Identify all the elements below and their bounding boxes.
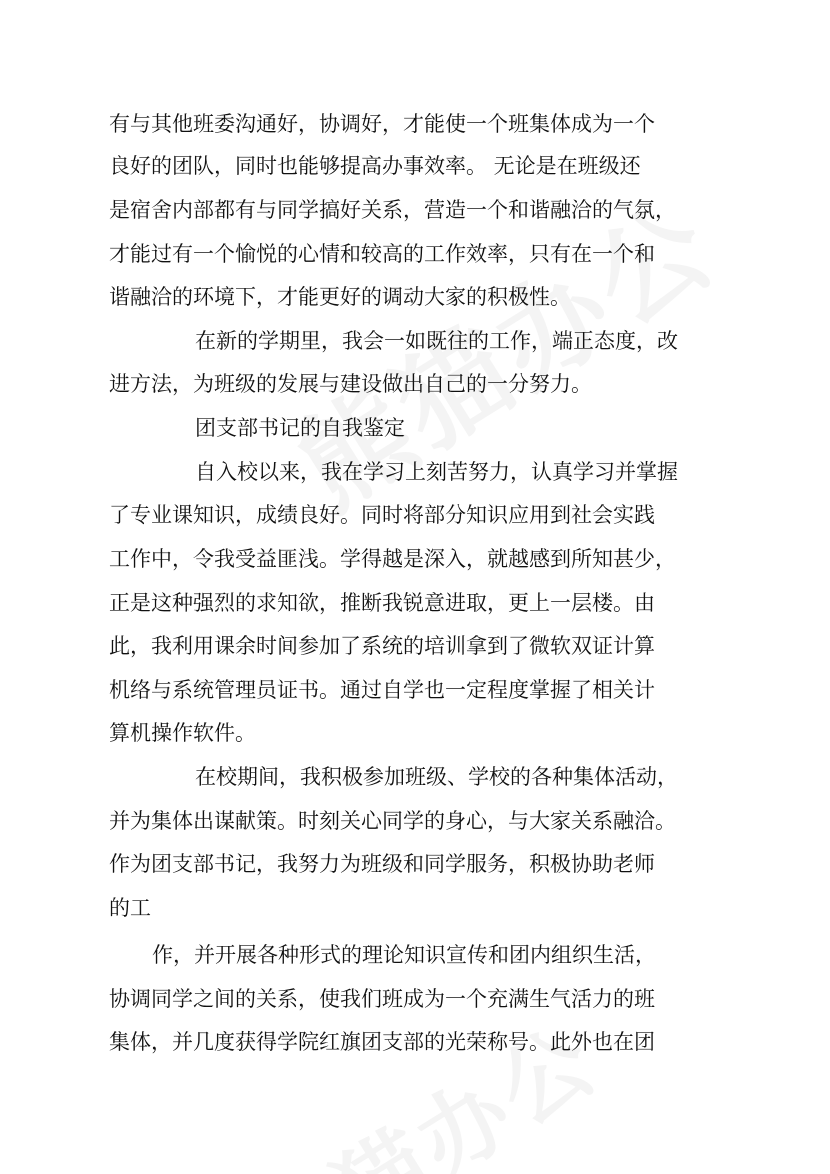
text-line bbox=[0, 626, 830, 666]
text-line-content: 谐融洽的环境下，才能更好的调动大家的积极性。 bbox=[109, 285, 571, 309]
text-line-content: 正是这种强烈的求知欲，推断我锐意进取，更上一层楼。由 bbox=[109, 591, 655, 615]
text-line bbox=[0, 190, 830, 230]
text-line-content: 良好的团队，同时也能够提高办事效率。 无论是在班级还 bbox=[109, 154, 641, 178]
text-line-content: 此，我利用课余时间参加了系统的培训拿到了微软双证计算 bbox=[109, 634, 655, 658]
text-line-content: 的工 bbox=[109, 896, 151, 920]
text-line-content: 并为集体出谋献策。时刻关心同学的身心，与大家关系融洽。 bbox=[109, 809, 676, 833]
text-line bbox=[0, 844, 830, 884]
text-line bbox=[0, 321, 830, 361]
text-line-content: 在校期间，我积极参加班级、学校的各种集体活动， bbox=[195, 765, 678, 789]
text-line bbox=[0, 801, 830, 841]
text-line bbox=[0, 1022, 830, 1062]
text-line-content: 集体，并几度获得学院红旗团支部的光荣称号。此外也在团 bbox=[109, 1030, 655, 1054]
text-line bbox=[0, 104, 830, 144]
text-line-content: 协调同学之间的关系，使我们班成为一个充满生气活力的班 bbox=[109, 987, 655, 1011]
text-line-content: 才能过有一个愉悦的心情和较高的工作效率，只有在一个和 bbox=[109, 242, 655, 266]
text-line-content: 作，并开展各种形式的理论知识宣传和团内组织生活， bbox=[152, 943, 656, 967]
text-line bbox=[0, 364, 830, 404]
text-line-content: 算机操作软件。 bbox=[109, 721, 256, 745]
text-line bbox=[0, 277, 830, 317]
text-line-content: 有与其他班委沟通好，协调好，才能使一个班集体成为一个 bbox=[109, 112, 655, 136]
text-line bbox=[0, 146, 830, 186]
text-line bbox=[0, 495, 830, 535]
text-line bbox=[0, 583, 830, 623]
text-line-content: 是宿舍内部都有与同学搞好关系，营造一个和谐融洽的气氛， bbox=[109, 198, 676, 222]
text-line bbox=[0, 888, 830, 928]
text-line bbox=[0, 713, 830, 753]
text-line bbox=[0, 979, 830, 1019]
text-line bbox=[0, 234, 830, 274]
text-line-content: 在新的学期里，我会一如既往的工作，端正态度，改 bbox=[195, 329, 678, 353]
text-line-content: 自入校以来，我在学习上刻苦努力，认真学习并掌握 bbox=[195, 460, 678, 484]
section-heading bbox=[0, 408, 830, 448]
text-line-content: 工作中，令我受益匪浅。学得越是深入，就越感到所知甚少， bbox=[109, 547, 676, 571]
text-line bbox=[0, 539, 830, 579]
text-line bbox=[0, 935, 830, 975]
text-line-content: 作为团支部书记，我努力为班级和同学服务，积极协助老师 bbox=[109, 852, 655, 876]
text-line-content: 了专业课知识，成绩良好。同时将部分知识应用到社会实践 bbox=[109, 503, 655, 527]
text-line bbox=[0, 670, 830, 710]
section-heading-text: 团支部书记的自我鉴定 bbox=[195, 416, 405, 440]
text-line bbox=[0, 452, 830, 492]
text-line-content: 机络与系统管理员证书。通过自学也一定程度掌握了相关计 bbox=[109, 678, 655, 702]
text-line-content: 进方法，为班级的发展与建设做出自己的一分努力。 bbox=[109, 372, 592, 396]
text-line bbox=[0, 757, 830, 797]
